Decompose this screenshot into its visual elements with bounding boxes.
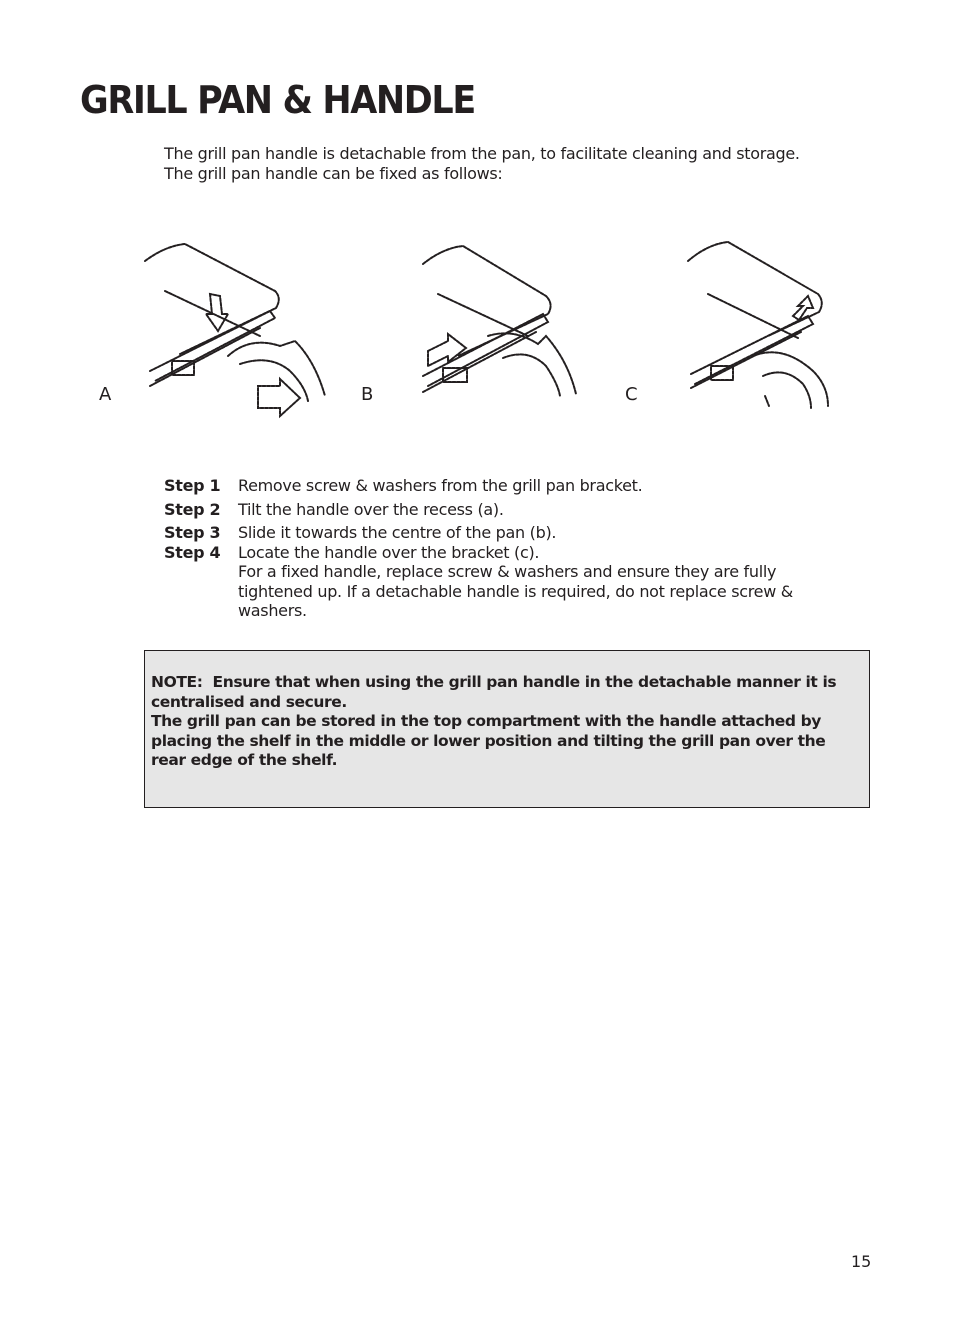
page-title: GRILL PAN & HANDLE xyxy=(80,78,475,122)
note-line-2: The grill pan can be stored in the top compartment with the handle attached by placing the shelf in the middle or lower position and tilting the grill pan over the rear edge of the shelf. xyxy=(151,712,826,769)
step-4-label: Step 4 xyxy=(164,542,221,562)
page-number: 15 xyxy=(851,1252,872,1271)
intro-text xyxy=(164,144,884,183)
step-2-text: Tilt the handle over the recess (a). xyxy=(238,499,504,519)
figure-label-b: B xyxy=(361,384,374,405)
figure-label-a: A xyxy=(99,384,112,405)
step-2 xyxy=(164,500,844,520)
step-4-extra: For a fixed handle, replace screw & washers and ensure they are fully tightened up. If a detachable handle is required, do not replace screw & washers. xyxy=(238,562,793,620)
note-line-1: Ensure that when using the grill pan handle in the detachable manner it is centralised and secure. xyxy=(151,673,837,711)
step-4 xyxy=(164,543,844,621)
step-3-label: Step 3 xyxy=(164,523,221,542)
figure-label-c: C xyxy=(625,384,638,405)
step-1 xyxy=(164,476,844,496)
step-1-text: Remove screw & washers from the grill pan bracket. xyxy=(238,476,643,495)
step-1-label: Step 1 xyxy=(164,476,221,495)
step-3-text: Slide it towards the centre of the pan (b). xyxy=(238,523,557,542)
steps-list xyxy=(164,476,844,621)
note-label: NOTE: xyxy=(151,673,203,691)
figure-b-illustration xyxy=(418,236,618,421)
figure-c-illustration xyxy=(683,236,883,421)
intro-line-2: The grill pan handle can be fixed as follows: xyxy=(164,163,503,183)
note-box xyxy=(144,650,870,808)
figure-a-illustration xyxy=(140,236,340,421)
step-2-label: Step 2 xyxy=(164,499,221,519)
step-4-text: Locate the handle over the bracket (c). xyxy=(238,542,540,562)
step-3 xyxy=(164,523,844,543)
intro-line-1: The grill pan handle is detachable from the pan, to facilitate cleaning and storage. xyxy=(164,144,800,163)
